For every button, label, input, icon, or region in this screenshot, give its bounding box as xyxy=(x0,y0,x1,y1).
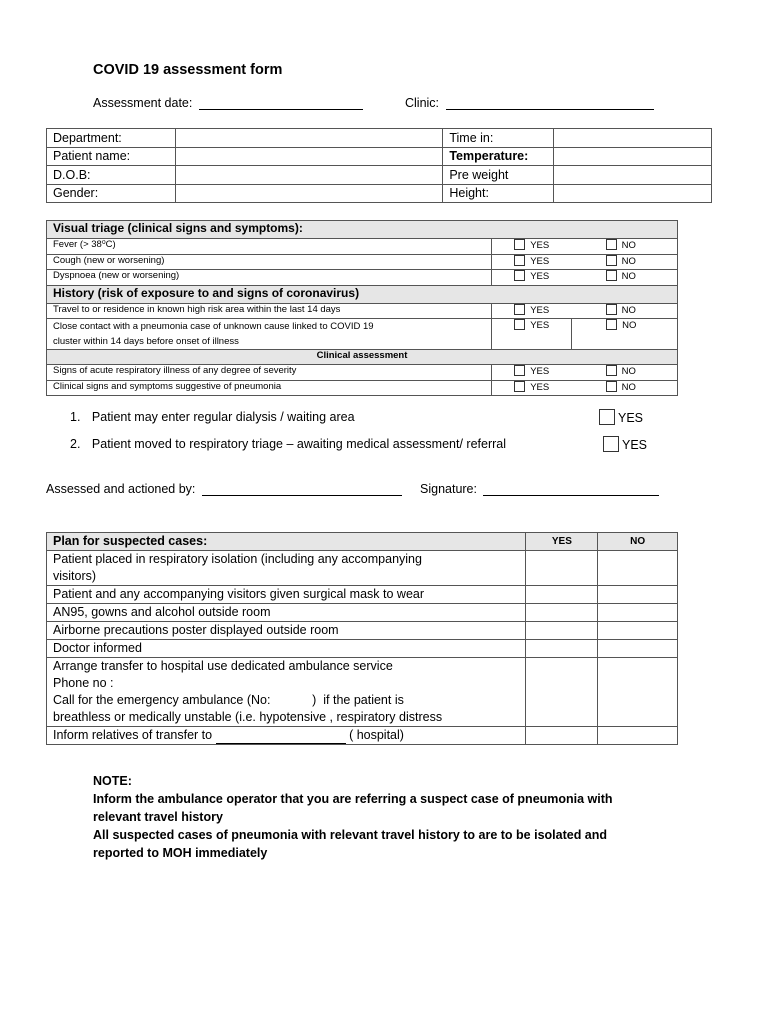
cough-label: Cough (new or worsening) xyxy=(47,254,492,270)
fever-yes[interactable] xyxy=(492,239,572,255)
respiratory-illness-label: Signs of acute respiratory illness of any degree of severity xyxy=(47,365,492,381)
plan-yes-header: YES xyxy=(526,533,598,551)
signature-row xyxy=(420,482,659,496)
checkbox-icon[interactable] xyxy=(514,255,525,266)
travel-yes[interactable] xyxy=(492,303,572,319)
plan-no-cell[interactable] xyxy=(598,658,678,727)
plan-text: visitors) xyxy=(53,569,97,583)
form-title: COVID 19 assessment form xyxy=(93,62,283,78)
checkbox-icon[interactable] xyxy=(514,239,525,250)
yes-label: YES xyxy=(530,271,550,282)
yes-label: YES xyxy=(530,381,550,393)
clinic-field[interactable] xyxy=(446,97,654,110)
height-label: Height: xyxy=(443,184,554,203)
checkbox-icon[interactable] xyxy=(514,270,525,281)
assessment-date-field[interactable] xyxy=(199,97,363,110)
plan-yes-cell[interactable] xyxy=(526,622,598,640)
plan-no-cell[interactable] xyxy=(598,586,678,604)
plan-yes-cell[interactable] xyxy=(526,586,598,604)
outcome-item-2 xyxy=(70,437,506,451)
checkbox-icon[interactable] xyxy=(606,319,617,330)
inform-relatives-row xyxy=(47,727,526,745)
time-in-field[interactable] xyxy=(554,129,712,148)
yes-label: YES xyxy=(530,320,550,331)
checkbox-icon[interactable] xyxy=(606,255,617,266)
checkbox-icon[interactable] xyxy=(514,365,525,376)
isolation-row xyxy=(47,551,526,586)
assessed-by-field[interactable] xyxy=(202,483,402,496)
close-contact-no[interactable] xyxy=(572,319,678,350)
cough-no[interactable] xyxy=(572,254,678,270)
dyspnoea-yes[interactable] xyxy=(492,270,572,286)
close-contact-line2: cluster within 14 days before onset of illness xyxy=(53,336,239,347)
gender-label: Gender: xyxy=(47,184,176,203)
checkbox-icon[interactable] xyxy=(606,304,617,315)
checkbox-icon[interactable] xyxy=(606,270,617,281)
plan-text: breathless or medically unstable (i.e. hypotensive , respiratory distress xyxy=(53,710,443,724)
close-contact-label xyxy=(47,319,492,350)
dyspnoea-label: Dyspnoea (new or worsening) xyxy=(47,270,492,286)
assessment-date-row xyxy=(93,96,363,110)
pneumonia-signs-label: Clinical signs and symptoms suggestive of pneumonia xyxy=(47,380,492,396)
no-label: NO xyxy=(621,381,636,393)
yes-label: YES xyxy=(530,304,550,316)
signature-label: Signature: xyxy=(420,482,477,496)
assessed-by-row xyxy=(46,482,402,496)
clinic-row xyxy=(405,96,654,110)
visual-triage-header: Visual triage (clinical signs and symptoms): xyxy=(47,221,678,239)
clinic-label: Clinic: xyxy=(405,96,440,110)
pneumonia-signs-yes[interactable] xyxy=(492,380,572,396)
respiratory-illness-yes[interactable] xyxy=(492,365,572,381)
note-line: relevant travel history xyxy=(93,810,223,824)
outcome-1-yes[interactable] xyxy=(599,409,643,425)
clinical-assessment-header: Clinical assessment xyxy=(47,350,678,365)
plan-header: Plan for suspected cases: xyxy=(47,533,526,551)
temperature-field[interactable] xyxy=(554,147,712,166)
no-label: NO xyxy=(621,366,636,377)
plan-no-cell[interactable] xyxy=(598,727,678,745)
checkbox-icon[interactable] xyxy=(606,365,617,376)
gender-field[interactable] xyxy=(175,184,442,203)
plan-text: ( hospital) xyxy=(349,728,404,742)
plan-text: Inform relatives of transfer to xyxy=(53,728,213,742)
yes-label: YES xyxy=(622,438,648,452)
dyspnoea-no[interactable] xyxy=(572,270,678,286)
note-line: reported to MOH immediately xyxy=(93,846,268,860)
an95-row: AN95, gowns and alcohol outside room xyxy=(47,604,526,622)
dob-label: D.O.B: xyxy=(47,166,176,185)
hospital-field[interactable] xyxy=(216,731,346,744)
airborne-poster-row: Airborne precautions poster displayed outside room xyxy=(47,622,526,640)
travel-no[interactable] xyxy=(572,303,678,319)
plan-no-cell[interactable] xyxy=(598,551,678,586)
cough-yes[interactable] xyxy=(492,254,572,270)
checkbox-icon[interactable] xyxy=(606,381,617,392)
plan-no-cell[interactable] xyxy=(598,622,678,640)
mask-row: Patient and any accompanying visitors given surgical mask to wear xyxy=(47,586,526,604)
no-label: NO xyxy=(621,304,636,316)
patient-name-label: Patient name: xyxy=(47,147,176,166)
item-text: Patient may enter regular dialysis / waiting area xyxy=(91,410,355,424)
checkbox-icon[interactable] xyxy=(606,239,617,250)
no-label: NO xyxy=(621,271,636,282)
outcome-2-yes[interactable] xyxy=(603,436,647,452)
plan-no-cell[interactable] xyxy=(598,640,678,658)
checkbox-icon[interactable] xyxy=(514,319,525,330)
pneumonia-signs-no[interactable] xyxy=(572,380,678,396)
temperature-label: Temperature: xyxy=(443,147,554,166)
checkbox-icon[interactable] xyxy=(514,304,525,315)
note-heading: NOTE: xyxy=(93,774,132,788)
note-line: Inform the ambulance operator that you are referring a suspect case of pneumonia with xyxy=(93,792,613,806)
yes-label: YES xyxy=(530,240,550,251)
plan-yes-cell[interactable] xyxy=(526,640,598,658)
time-in-label: Time in: xyxy=(443,129,554,148)
plan-text: Patient placed in respiratory isolation (including any accompanying xyxy=(53,552,422,566)
patient-name-field[interactable] xyxy=(175,147,442,166)
plan-text: Phone no : xyxy=(53,676,114,690)
no-label: NO xyxy=(621,255,636,267)
plan-no-cell[interactable] xyxy=(598,604,678,622)
no-label: NO xyxy=(621,240,636,251)
checkbox-icon[interactable] xyxy=(599,409,615,425)
department-field[interactable] xyxy=(175,129,442,148)
note-line: All suspected cases of pneumonia with relevant travel history to are to be isolated and xyxy=(93,828,608,842)
checkbox-icon[interactable] xyxy=(514,381,525,392)
pre-weight-field[interactable] xyxy=(554,166,712,185)
doctor-informed-row: Doctor informed xyxy=(47,640,526,658)
checkbox-icon[interactable] xyxy=(603,436,619,452)
transfer-row xyxy=(47,658,526,727)
close-contact-yes[interactable] xyxy=(492,319,572,350)
plan-text: Arrange transfer to hospital use dedicated ambulance service xyxy=(53,659,393,673)
assessed-by-label: Assessed and actioned by: xyxy=(46,482,196,496)
plan-text: Call for the emergency ambulance (No: ) if the patient is xyxy=(53,693,404,707)
assessment-date-label: Assessment date: xyxy=(93,96,193,110)
item-number: 2. xyxy=(70,437,81,451)
fever-no[interactable] xyxy=(572,239,678,255)
yes-label: YES xyxy=(618,411,644,425)
outcome-item-1 xyxy=(70,410,355,424)
item-text: Patient moved to respiratory triage – awaiting medical assessment/ referral xyxy=(91,437,506,451)
travel-label: Travel to or residence in known high risk area within the last 14 days xyxy=(47,303,492,319)
dob-field[interactable] xyxy=(175,166,442,185)
department-label: Department: xyxy=(47,129,176,148)
respiratory-illness-no[interactable] xyxy=(572,365,678,381)
plan-yes-cell[interactable] xyxy=(526,551,598,586)
plan-yes-cell[interactable] xyxy=(526,727,598,745)
item-number: 1. xyxy=(70,410,81,424)
plan-no-header: NO xyxy=(598,533,678,551)
close-contact-line1: Close contact with a pneumonia case of unknown cause linked to COVID 19 xyxy=(53,321,374,332)
plan-yes-cell[interactable] xyxy=(526,604,598,622)
height-field[interactable] xyxy=(554,184,712,203)
fever-label: Fever (> 38⁰C) xyxy=(47,239,492,255)
yes-label: YES xyxy=(530,366,550,377)
history-header: History (risk of exposure to and signs of coronavirus) xyxy=(47,285,678,303)
yes-label: YES xyxy=(530,255,550,267)
patient-details-table xyxy=(46,128,712,203)
triage-table xyxy=(46,220,678,396)
note-block xyxy=(93,772,693,862)
plan-yes-cell[interactable] xyxy=(526,658,598,727)
pre-weight-label: Pre weight xyxy=(443,166,554,185)
no-label: NO xyxy=(622,320,637,331)
plan-table xyxy=(46,532,678,745)
signature-field[interactable] xyxy=(483,483,659,496)
